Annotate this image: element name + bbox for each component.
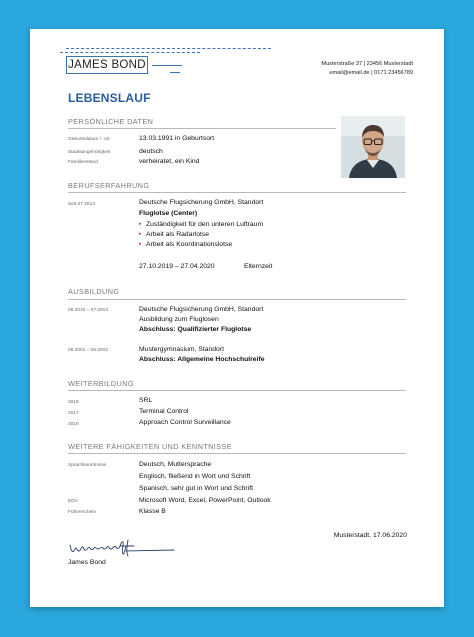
education-line: Ausbildung zum Fluglosen <box>139 316 219 323</box>
training-year: 2018 <box>68 400 79 405</box>
section-heading-experience: BERUFSERFAHRUNG <box>68 181 150 190</box>
education-line: Deutsche Flugsicherung GmbH, Standort <box>139 306 264 313</box>
section-rule <box>68 128 336 129</box>
section-heading-personal: PERSÖNLICHE DATEN <box>68 117 154 126</box>
personal-label: Staatsangehörigkeit <box>68 150 111 155</box>
experience-bullet <box>139 231 209 238</box>
personal-value: verheiratet, ein Kind <box>139 158 200 165</box>
education-degree: Abschluss: Allgemeine Hochschulreife <box>139 356 265 363</box>
section-rule <box>68 299 406 300</box>
bullet-text: Arbeit als Radarlotse <box>146 231 210 238</box>
place-date: Musterstadt, 17.06.2020 <box>333 532 407 539</box>
personal-label: Familienstand <box>68 160 98 165</box>
training-value: Approach Control Surveillance <box>139 419 231 426</box>
profile-photo <box>341 116 405 178</box>
signature-image <box>68 537 178 559</box>
section-rule <box>68 453 406 454</box>
leave-period: 27.10.2019 – 27.04.2020 <box>139 263 215 270</box>
skills-label: EDV <box>68 499 78 504</box>
leave-type: Elternzeit <box>244 263 273 270</box>
signature-name: James Bond <box>68 559 106 566</box>
document-title: LEBENSLAUF <box>68 91 151 105</box>
experience-bullet <box>139 241 232 248</box>
training-year: 2016 <box>68 422 79 427</box>
email-phone-line: email@email.de | 0171 23456789 <box>329 70 413 76</box>
section-heading-training: WEITERBILDUNG <box>68 379 135 388</box>
personal-value: deutsch <box>139 148 163 155</box>
language-item: Deutsch, Muttersprache <box>139 461 212 468</box>
cv-page <box>30 29 444 607</box>
header-deco-line <box>60 52 200 53</box>
address-line: Musterstraße 37 | 23456 Musterstadt <box>321 61 413 67</box>
training-year: 2017 <box>68 411 79 416</box>
skills-label: Sprachkenntnisse <box>68 463 107 468</box>
bullet-icon: ▸ <box>139 231 142 237</box>
header-deco-line <box>66 48 271 49</box>
section-rule <box>68 192 406 193</box>
experience-date: Seit 07.2013 <box>68 202 95 207</box>
experience-position: Fluglotse (Center) <box>139 210 198 217</box>
education-date: 08.2001 – 06.2010 <box>68 348 109 353</box>
name-box: JAMES BOND <box>66 56 148 74</box>
edv-value: Microsoft Word, Excel, PowerPoint, Outlook <box>139 497 271 504</box>
bullet-text: Arbeit als Koordinationslotse <box>146 241 233 248</box>
section-rule <box>68 390 406 391</box>
section-heading-skills: WEITERE FÄHIGKEITEN UND KENNTNISSE <box>68 442 233 451</box>
language-item: Spanisch, sehr gut in Wort und Schrift <box>139 485 253 492</box>
bullet-icon: ▸ <box>139 221 142 227</box>
bullet-text: Zuständigkeit für den unteren Luftraum <box>146 221 264 228</box>
header-deco-line <box>170 72 180 73</box>
personal-label: Geburtsdatum / -ort <box>68 137 110 142</box>
bullet-icon: ▸ <box>139 241 142 247</box>
profile-photo-illustration <box>341 116 405 178</box>
education-line: Mustergymnasium, Standort <box>139 346 224 353</box>
contact-block <box>321 60 413 78</box>
skills-label: Führerschein <box>68 510 96 515</box>
header-deco-line <box>152 65 182 66</box>
experience-employer: Deutsche Flugsicherung GmbH, Standort <box>139 199 264 206</box>
education-degree: Abschluss: Qualifizierter Fluglotse <box>139 326 252 333</box>
license-value: Klasse B <box>139 508 166 515</box>
personal-value: 13.03.1991 in Geburtsort <box>139 135 215 142</box>
section-heading-education: AUSBILDUNG <box>68 287 120 296</box>
experience-bullet <box>139 221 263 228</box>
training-value: SRL <box>139 397 153 404</box>
language-item: Englisch, fließend in Wort und Schrift <box>139 473 251 480</box>
training-value: Terminal Control <box>139 408 189 415</box>
education-date: 08.2010 – 07.2013 <box>68 308 109 313</box>
